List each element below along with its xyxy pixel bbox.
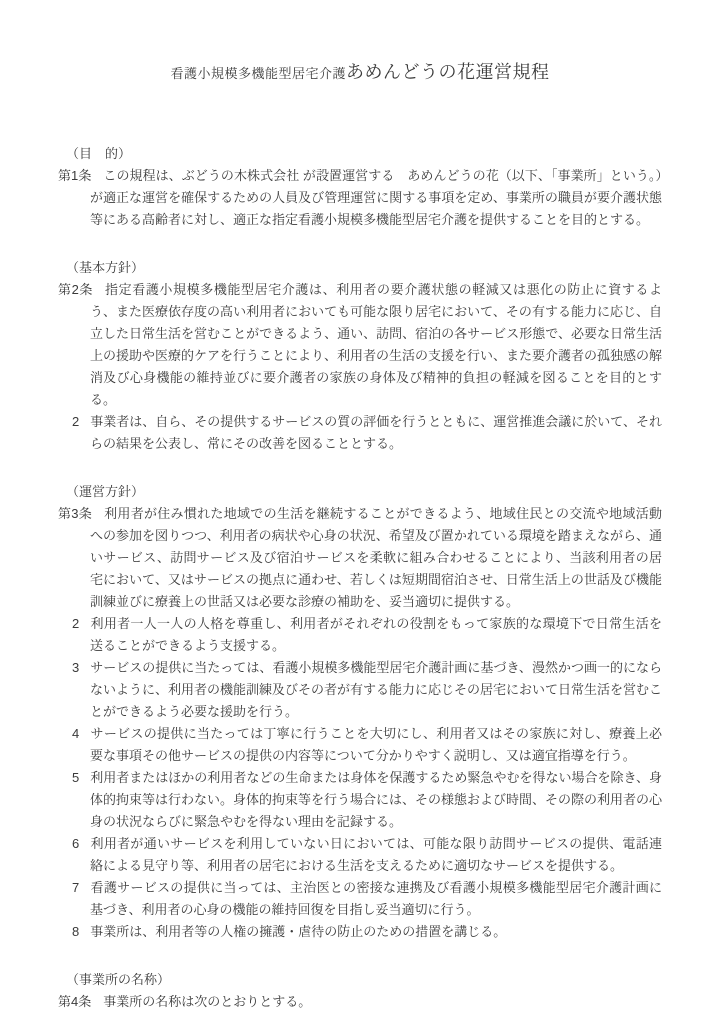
article-2-item-2-text: 事業者は、自ら、その提供するサービスの質の評価を行うとともに、運営推進会議に於いて、それらの結果を公表し、常にその改善を図ることとする。 xyxy=(90,414,662,451)
article-3-item-5-number: 5 xyxy=(72,770,80,785)
article-2-label: 第2条 xyxy=(58,282,94,297)
document-title-main: あめんどうの花運営規程 xyxy=(346,62,550,82)
article-3-item-4-number: 4 xyxy=(72,726,80,741)
article-3-item-7-text: 看護サービスの提供に当っては、主治医との密接な連携及び看護小規模多機能型居宅介護計画に基づき、利用者の心身の機能の維持回復を目指し妥当適切に行う。 xyxy=(90,880,662,917)
article-3-item-5-text: 利用者またはほかの利用者などの生命または身体を保護するため緊急やむを得ない場合を除き、身体的拘束等は行わない。身体的拘束等を行う場合には、その様態および時間、その際の利用者の心身の状況ならびに緊急やむを得ない理由を記録する。 xyxy=(90,770,663,829)
article-3-item-2-text: 利用者一人一人の人格を尊重し、利用者がそれぞれの役割をもって家族的な環境下で日常生活を送ることができるよう支援する。 xyxy=(90,616,662,653)
article-3-item-6-text: 利用者が通いサービスを利用していない日においては、可能な限り訪問サービスの提供、電話連絡による見守り等、利用者の居宅における生活を支えるために適切なサービスを提供する。 xyxy=(90,836,662,873)
article-4 xyxy=(58,991,662,1013)
section-heading-office-name: （事業所の名称） xyxy=(66,972,171,987)
article-2 xyxy=(58,279,662,411)
article-3-item-7 xyxy=(58,877,662,921)
article-3-item-3-text: サービスの提供に当たっては、看護小規模多機能型居宅介護計画に基づき、漫然かつ画一的にならないように、利用者の機能訓練及びその者が有する能力に応じその居宅において日常生活を営むことができるよう必要な援助を行う。 xyxy=(90,660,663,719)
section-heading-purpose: （目 的） xyxy=(66,146,132,161)
article-3-item-2 xyxy=(58,613,662,657)
document-body xyxy=(58,143,662,1013)
article-3-item-8-text: 事業所は、利用者等の人権の擁護・虐待の防止のための措置を講じる。 xyxy=(90,924,507,939)
article-3-item-4-text: サービスの提供に当たっては丁寧に行うことを大切にし、利用者又はその家族に対し、療養上必要な事項その他サービスの提供の内容等について分かりやすく説明し、又は適宜指導を行う。 xyxy=(90,726,662,763)
article-3-item-6-number: 6 xyxy=(72,836,80,851)
article-3-item-8-number: 8 xyxy=(72,924,80,939)
article-3-item-2-number: 2 xyxy=(72,616,80,631)
article-3-text: 利用者が住み慣れた地域での生活を継続することができるよう、地域住民との交流や地域活動への参加を図りつつ、利用者の病状や心身の状況、希望及び置かれている環境を踏まえながら、通いサービス、訪問サービス及び宿泊サービスを柔軟に組み合わせることにより、当該利用者の居宅において、又はサービスの拠点に通わせ、若しくは短期間宿泊させ、日常生活上の世話及び機能訓練並びに療養上の世話又は必要な診療の補助を、妥当適切に提供する。 xyxy=(90,506,662,609)
article-3-item-6 xyxy=(58,833,662,877)
article-2-item-2-number: 2 xyxy=(72,414,80,429)
article-3-label: 第3条 xyxy=(58,506,93,521)
article-1-label: 第1条 xyxy=(58,168,92,183)
article-1 xyxy=(58,165,662,231)
document-title xyxy=(58,55,662,86)
document-title-prefix: 看護小規模多機能型居宅介護 xyxy=(170,66,346,81)
article-3-item-4 xyxy=(58,723,662,767)
article-2-text: 指定看護小規模多機能型居宅介護は、利用者の要介護状態の軽減又は悪化の防止に資するよう、また医療依存度の高い利用者においても可能な限り居宅において、その有する能力に応じ、自立した日常生活を営むことができるよう、通い、訪問、宿泊の各サービス形態で、必要な日常生活上の援助や医療的ケアを行うことにより、利用者の生活の支援を行い、また要介護者の孤独感の解消及び心身機能の維持並びに要介護者の家族の身体及び精神的負担の軽減を図ることを目的とする。 xyxy=(90,282,663,407)
section-heading-operating-policy: （運営方針） xyxy=(66,484,145,499)
article-3-item-7-number: 7 xyxy=(72,880,80,895)
article-3-item-3 xyxy=(58,657,662,723)
article-4-label: 第4条 xyxy=(58,994,92,1009)
article-1-text: この規程は、ぶどうの木株式会社 が設置運営する あめんどうの花（以下、「事業所」という。）が適正な運営を確保するための人員及び管理運営に関する事項を定め、事業所の職員が要介護状態等にある高齢者に対し、適正な指定看護小規模多機能型居宅介護を提供することを目的とする。 xyxy=(90,168,662,227)
article-2-item-2 xyxy=(58,411,662,455)
article-3-item-3-number: 3 xyxy=(72,660,80,675)
article-3-item-5 xyxy=(58,767,662,833)
article-3 xyxy=(58,503,662,613)
article-3-item-8 xyxy=(58,921,662,943)
article-4-text: 事業所の名称は次のとおりとする。 xyxy=(103,994,312,1009)
section-heading-basic-policy: （基本方針） xyxy=(66,260,145,275)
